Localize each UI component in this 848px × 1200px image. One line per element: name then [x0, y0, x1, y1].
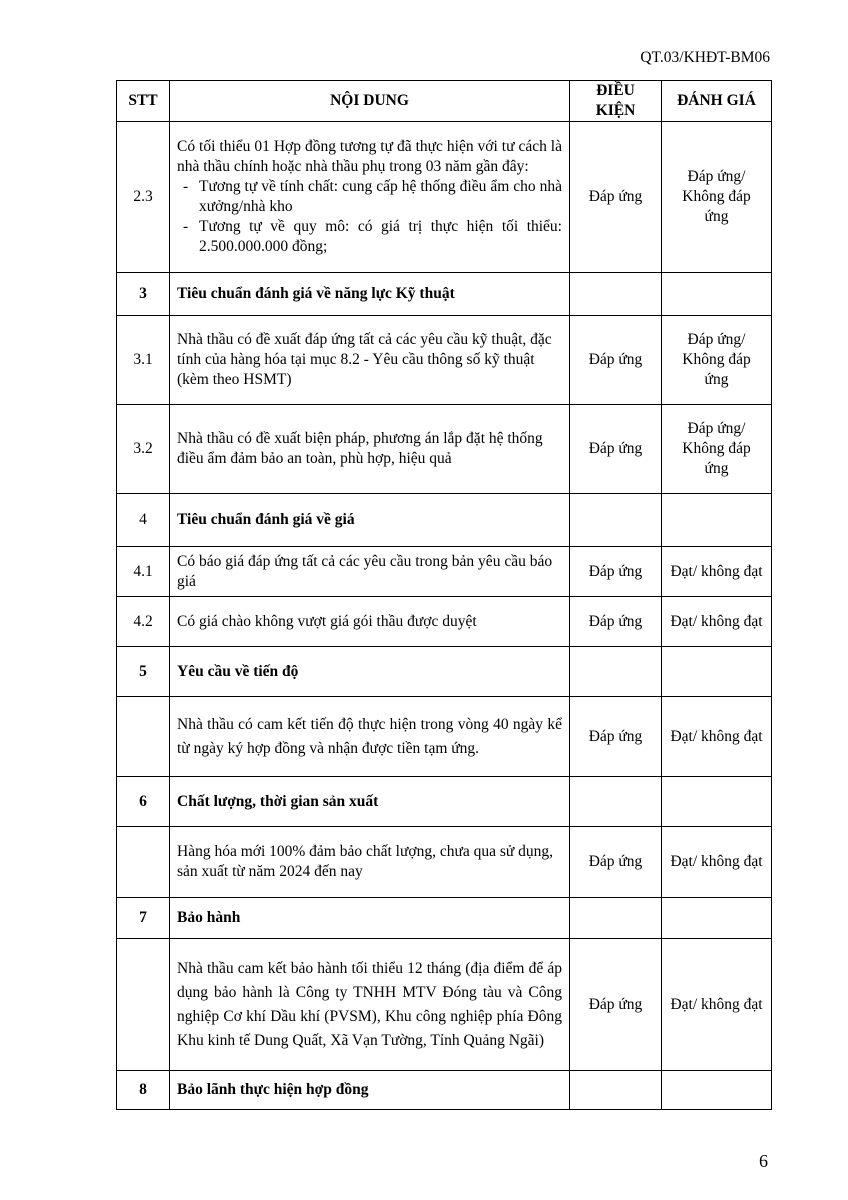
condition-cell	[570, 273, 662, 316]
header-stt: STT	[117, 81, 170, 122]
condition-cell: Đáp ứng	[570, 405, 662, 494]
condition-cell	[570, 898, 662, 939]
evaluation-cell: Đáp ứng/ Không đáp ứng	[662, 122, 772, 273]
stt-cell: 2.3	[117, 122, 170, 273]
header-condition-line1: ĐIỀU	[596, 82, 635, 99]
document-code: QT.03/KHĐT-BM06	[640, 49, 770, 66]
condition-cell	[570, 1071, 662, 1110]
evaluation-cell: Đạt/ không đạt	[662, 827, 772, 898]
table-row	[117, 827, 772, 898]
content-cell: Hàng hóa mới 100% đảm bảo chất lượng, chưa qua sử dụng, sản xuất từ năm 2024 đến nay	[170, 827, 570, 898]
stt-cell	[117, 827, 170, 898]
evaluation-criteria-table	[116, 80, 772, 1110]
evaluation-cell	[662, 647, 772, 697]
section-title: Bảo lãnh thực hiện hợp đồng	[170, 1071, 570, 1110]
section-title: Tiêu chuẩn đánh giá về giá	[170, 494, 570, 547]
stt-cell: 4.2	[117, 597, 170, 647]
condition-cell	[570, 647, 662, 697]
condition-cell: Đáp ứng	[570, 316, 662, 405]
stt-cell: 3.1	[117, 316, 170, 405]
content-cell: Có giá chào không vượt giá gói thầu được duyệt	[170, 597, 570, 647]
stt-cell: 5	[117, 647, 170, 697]
condition-cell: Đáp ứng	[570, 122, 662, 273]
stt-cell	[117, 697, 170, 777]
condition-cell: Đáp ứng	[570, 547, 662, 597]
evaluation-cell: Đạt/ không đạt	[662, 697, 772, 777]
evaluation-cell	[662, 898, 772, 939]
table-row	[117, 405, 772, 494]
table-row	[117, 316, 772, 405]
table-row	[117, 597, 772, 647]
evaluation-cell: Đáp ứng/ Không đáp ứng	[662, 316, 772, 405]
bullet-list	[177, 177, 562, 257]
list-item: - Tương tự về quy mô: có giá trị thực hiện tối thiểu: 2.500.000.000 đồng;	[177, 217, 562, 257]
section-row	[117, 1071, 772, 1110]
section-row	[117, 898, 772, 939]
condition-cell	[570, 777, 662, 827]
section-title: Yêu cầu về tiến độ	[170, 647, 570, 697]
table-header-row	[117, 81, 772, 122]
stt-cell: 7	[117, 898, 170, 939]
content-cell: Nhà thầu có đề xuất biện pháp, phương án lắp đặt hệ thống điều ẩm đảm bảo an toàn, phù hợp, hiệu quả	[170, 405, 570, 494]
condition-cell: Đáp ứng	[570, 827, 662, 898]
evaluation-cell	[662, 494, 772, 547]
list-item: - Tương tự về tính chất: cung cấp hệ thống điều ẩm cho nhà xưởng/nhà kho	[177, 177, 562, 217]
content-cell: Có báo giá đáp ứng tất cả các yêu cầu trong bản yêu cầu báo giá	[170, 547, 570, 597]
stt-cell: 8	[117, 1071, 170, 1110]
content-cell: Nhà thầu cam kết bảo hành tối thiểu 12 tháng (địa điểm để áp dụng bảo hành là Công ty TNHH MTV Đóng tàu và Công nghiệp Cơ khí Dầu khí (PVSM), Khu công nghiệp phía Đông Khu kinh tế Dung Quất, Xã Vạn Tường, Tỉnh Quảng Ngãi)	[170, 939, 570, 1071]
section-row	[117, 273, 772, 316]
stt-cell: 4.1	[117, 547, 170, 597]
stt-cell: 4	[117, 494, 170, 547]
evaluation-cell: Đạt/ không đạt	[662, 547, 772, 597]
condition-cell: Đáp ứng	[570, 697, 662, 777]
section-title: Tiêu chuẩn đánh giá về năng lực Kỹ thuật	[170, 273, 570, 316]
content-intro: Có tối thiểu 01 Hợp đồng tương tự đã thực hiện với tư cách là nhà thầu chính hoặc nhà thầu phụ trong 03 năm gần đây:	[177, 138, 562, 175]
condition-cell: Đáp ứng	[570, 597, 662, 647]
table-row	[117, 939, 772, 1071]
evaluation-cell	[662, 273, 772, 316]
evaluation-cell	[662, 1071, 772, 1110]
evaluation-cell: Đạt/ không đạt	[662, 597, 772, 647]
header-evaluation: ĐÁNH GIÁ	[662, 81, 772, 122]
stt-cell: 3	[117, 273, 170, 316]
evaluation-cell: Đáp ứng/ Không đáp ứng	[662, 405, 772, 494]
content-cell	[170, 122, 570, 273]
content-cell: Nhà thầu có đề xuất đáp ứng tất cả các yêu cầu kỹ thuật, đặc tính của hàng hóa tại mục 8.2 - Yêu cầu thông số kỹ thuật (kèm theo HSMT)	[170, 316, 570, 405]
header-content: NỘI DUNG	[170, 81, 570, 122]
content-cell: Nhà thầu có cam kết tiến độ thực hiện trong vòng 40 ngày kể từ ngày ký hợp đồng và nhận được tiền tạm ứng.	[170, 697, 570, 777]
evaluation-cell: Đạt/ không đạt	[662, 939, 772, 1071]
header-condition-line2: KIỆN	[595, 102, 636, 119]
table-row	[117, 547, 772, 597]
table-row	[117, 122, 772, 273]
evaluation-cell	[662, 777, 772, 827]
section-title: Bảo hành	[170, 898, 570, 939]
stt-cell: 6	[117, 777, 170, 827]
section-row	[117, 647, 772, 697]
section-row	[117, 777, 772, 827]
section-row	[117, 494, 772, 547]
header-condition	[570, 81, 662, 122]
stt-cell	[117, 939, 170, 1071]
table-row	[117, 697, 772, 777]
page-number: 6	[759, 1151, 768, 1171]
stt-cell: 3.2	[117, 405, 170, 494]
condition-cell: Đáp ứng	[570, 939, 662, 1071]
condition-cell	[570, 494, 662, 547]
section-title: Chất lượng, thời gian sản xuất	[170, 777, 570, 827]
